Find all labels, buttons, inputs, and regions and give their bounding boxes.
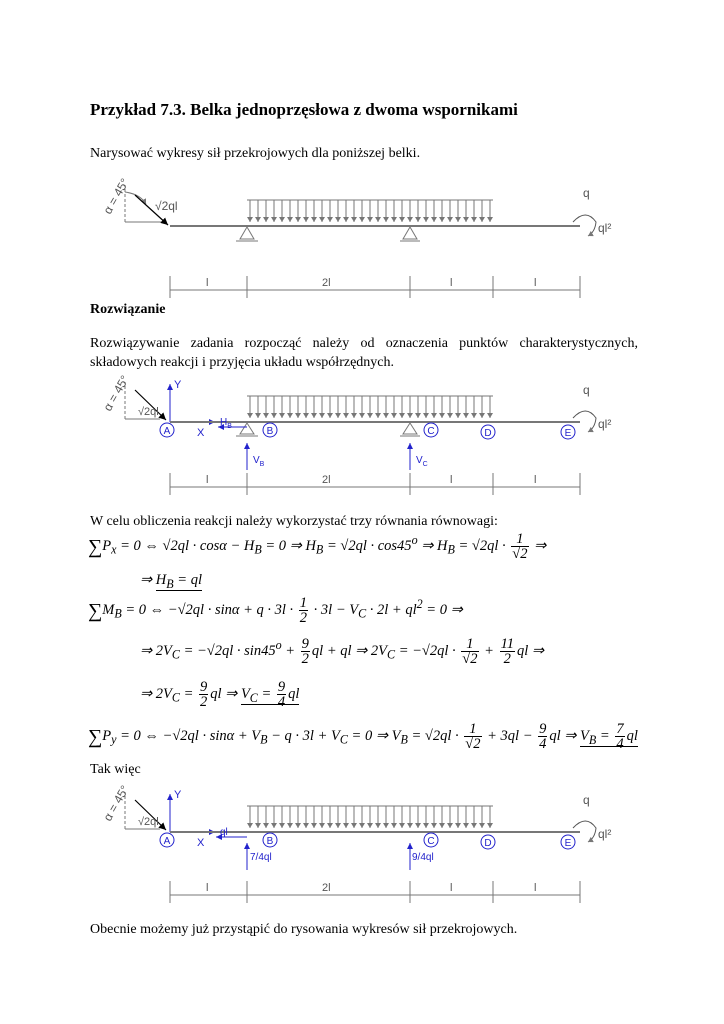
axis-y-label: Y <box>174 379 182 391</box>
dim-label: 2l <box>322 277 331 289</box>
point-a-label: A <box>163 426 171 437</box>
roller-support-c <box>400 423 420 436</box>
point-e-label: E <box>564 838 572 849</box>
dim-label: l <box>450 474 453 486</box>
point-d-label: D <box>484 428 492 439</box>
equation-sum-px: $\sum P_x = 0$ ⇔ $√2ql \cdot \cos\alpha - H_B = 0$ ⇒ $H_B = √2ql \cdot \cos 45^o$ ⇒ $H_B = √2ql$ · $\frac{1}{√2}$ ⇒ <box>88 531 547 562</box>
load-label: q <box>583 383 590 397</box>
moment-label: ql² <box>598 827 612 841</box>
pinned-support-b <box>236 227 258 241</box>
equation-vc-result: ⇒ $2V_C$ = $\frac{9}{2}$ ql ⇒ $V_C$ = $\frac{9}{4}$ ql <box>140 679 300 710</box>
force-label: √2ql <box>138 816 159 828</box>
dim-label: 2l <box>322 882 331 894</box>
equation-sum-mb: $\sum M_B = 0$ ⇔ −√2ql · sinα + q · 3l · $\frac{1}{2}$ · $3l - V_C \cdot 2l + ql^2 = 0$ ⇒ <box>88 595 463 626</box>
reaction-vb-label: 7/4ql <box>250 852 272 863</box>
solution-heading: Rozwiązanie <box>90 302 166 317</box>
roller-support-c <box>400 227 420 241</box>
point-a-label: A <box>163 836 171 847</box>
beam-figure-2 <box>90 370 650 500</box>
force-label: √2ql <box>155 199 178 213</box>
distributed-load <box>247 200 493 222</box>
axis-y-label: Y <box>174 789 182 801</box>
axis-x-label: X <box>197 427 205 439</box>
pinned-support-b <box>236 423 258 436</box>
dim-label: 2l <box>322 474 331 486</box>
equation-2vc: ⇒ $2V_C = -√2ql \cdot \sin 45^o$ + $\frac{9}{2}$ ql + ql ⇒ $2V_C = -√2ql$ · $\frac{1}{√2}$ + $\frac{11}{2}$ ql ⇒ <box>140 636 545 667</box>
beam-figure-1 <box>90 170 650 300</box>
point-d-label: D <box>484 838 492 849</box>
reaction-hb-label: $H_B$ <box>220 417 232 430</box>
point-b-label: B <box>266 426 274 437</box>
page-title: Przykład 7.3. Belka jednoprzęsłowa z dwoma wspornikami <box>90 100 518 119</box>
reaction-vb-label: $V_B$ <box>253 455 265 468</box>
point-c-label: C <box>427 426 435 437</box>
force-label: √2ql <box>138 406 159 418</box>
dim-label: l <box>534 277 537 289</box>
equation-sum-py: $\sum P_y = 0$ ⇔ $-√2ql \cdot \sin\alpha + V_B - q \cdot 3l + V_C = 0$ ⇒ $V_B = √2ql$ · $\frac{1}{√2}$ + 3ql − $\frac{9}{4}$ ql ⇒ $V_B$ = $\frac{7}{4}$ ql <box>88 721 638 752</box>
solution-text: Rozwiązywanie zadania rozpocząć należy od oznaczenia punktów charakterystycznych, składowych reakcji i przyjęcia układu współrzędnych. <box>90 336 638 370</box>
point-e-label: E <box>564 428 572 439</box>
reaction-vc-label: $V_C$ <box>416 455 428 468</box>
reaction-vc-label: 9/4ql <box>412 852 434 863</box>
distributed-load <box>247 396 493 418</box>
intro-text: Narysować wykresy sił przekrojowych dla poniższej belki. <box>90 146 421 161</box>
dim-label: l <box>206 882 209 894</box>
load-label: q <box>583 186 590 200</box>
reaction-hb-label: ql <box>220 827 228 838</box>
closing-text: Obecnie możemy już przystąpić do rysowania wykresów sił przekrojowych. <box>90 922 518 937</box>
conclusion-label: Tak więc <box>90 762 141 777</box>
angle-label: α = 45° <box>100 782 132 824</box>
point-b-label: B <box>266 836 274 847</box>
angle-label: α = 45° <box>100 372 132 414</box>
load-label: q <box>583 793 590 807</box>
dim-label: l <box>206 474 209 486</box>
dim-label: l <box>206 277 209 289</box>
dim-label: l <box>450 882 453 894</box>
beam-figure-3 <box>90 780 650 910</box>
distributed-load <box>247 806 493 828</box>
dim-label: l <box>450 277 453 289</box>
dim-label: l <box>534 882 537 894</box>
axis-x-label: X <box>197 837 205 849</box>
equation-hb-result: ⇒ $H_B$ = ql <box>140 572 202 591</box>
moment-label: ql² <box>598 221 612 235</box>
moment-label: ql² <box>598 417 612 431</box>
angle-label: α = 45° <box>100 175 132 217</box>
point-c-label: C <box>427 836 435 847</box>
equilibrium-intro: W celu obliczenia reakcji należy wykorzystać trzy równania równowagi: <box>90 514 498 529</box>
dim-label: l <box>534 474 537 486</box>
